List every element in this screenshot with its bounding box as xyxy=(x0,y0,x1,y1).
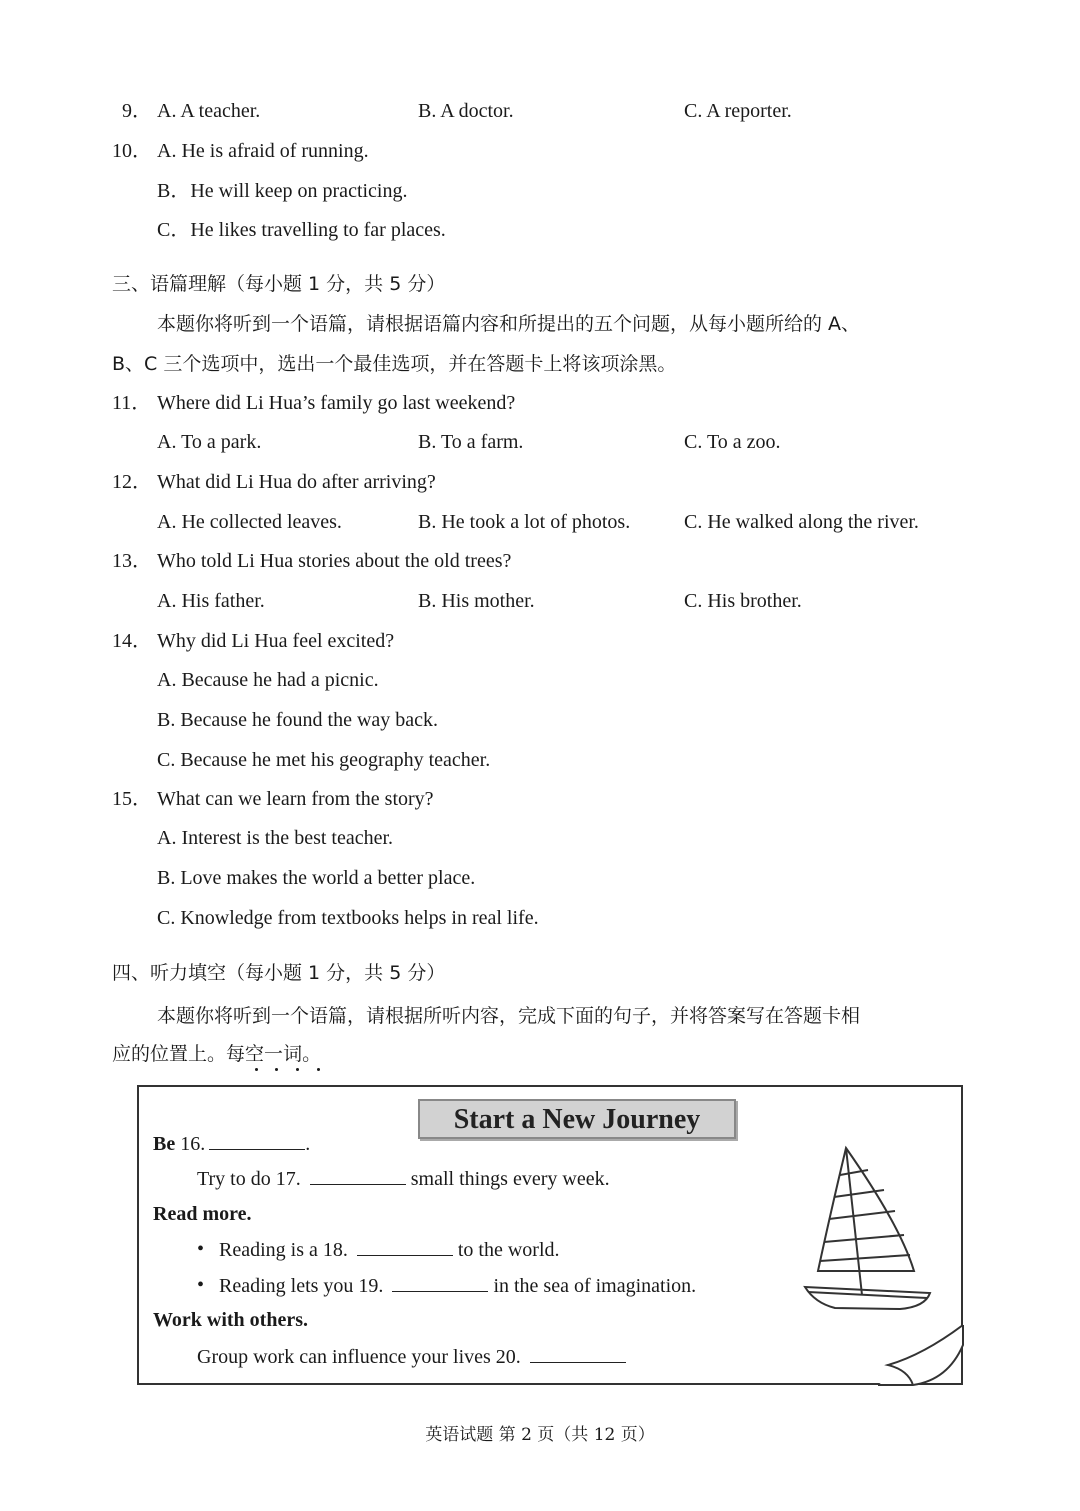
blank-16 xyxy=(209,1131,305,1150)
q10-option-a: A. He is afraid of running. xyxy=(157,140,369,162)
q14-number: 14． xyxy=(112,630,152,652)
q10-number: 10． xyxy=(112,140,152,162)
be-label: Be xyxy=(153,1133,176,1155)
q15-number: 15． xyxy=(112,788,152,810)
q11-number: 11． xyxy=(112,392,152,414)
bullet-icon: • xyxy=(197,1274,205,1296)
section4-instruction-2 xyxy=(112,1042,321,1066)
q15-question: What can we learn from the story? xyxy=(157,788,434,810)
line-19 xyxy=(219,1273,696,1298)
q11-option-a: A. To a park. xyxy=(157,431,262,453)
line-19-text: Reading lets you 19. xyxy=(219,1275,384,1297)
line-17 xyxy=(197,1166,610,1191)
q10-option-c: C．He likes travelling to far places. xyxy=(157,219,446,241)
instruction-suffix: 。 xyxy=(302,1043,322,1065)
q12-option-b: B. He took a lot of photos. xyxy=(418,511,631,533)
section3-title: 三、语篇理解（每小题 1 分，共 5 分） xyxy=(112,273,446,295)
blank-19 xyxy=(392,1273,488,1292)
q14-option-b: B. Because he found the way back. xyxy=(157,709,439,731)
work-heading: Work with others. xyxy=(153,1309,308,1331)
q12-number: 12． xyxy=(112,471,152,493)
line-20-text: Group work can influence your lives 20. xyxy=(197,1346,521,1368)
blank-17 xyxy=(310,1166,406,1185)
line-17-end: small things every week. xyxy=(410,1168,610,1190)
emphasis-dot xyxy=(317,1068,320,1071)
period: . xyxy=(305,1133,311,1155)
emphasis-char: 每 xyxy=(226,1043,246,1065)
q13-option-a: A. His father. xyxy=(157,590,265,612)
q13-option-c: C. His brother. xyxy=(684,590,802,612)
q9-option-b: B. A doctor. xyxy=(418,100,514,122)
blank-18 xyxy=(357,1237,453,1256)
blank-16-number: 16. xyxy=(180,1133,206,1155)
emphasis-dot xyxy=(296,1068,299,1071)
instruction-prefix: 应的位置上。 xyxy=(112,1043,227,1065)
section4-instruction-1: 本题你将听到一个语篇，请根据所听内容，完成下面的句子，并将答案写在答题卡相 xyxy=(157,1005,861,1027)
page-footer: 英语试题 第 2 页（共 12 页） xyxy=(425,1425,655,1445)
emphasis-dot xyxy=(275,1068,278,1071)
q11-option-b: B. To a farm. xyxy=(418,431,524,453)
page-curl-icon xyxy=(878,1325,968,1390)
emphasis-char: 词 xyxy=(283,1043,303,1065)
read-more-heading: Read more. xyxy=(153,1203,252,1225)
q15-option-a: A. Interest is the best teacher. xyxy=(157,827,394,849)
q14-question: Why did Li Hua feel excited? xyxy=(157,630,395,652)
q14-option-a: A. Because he had a picnic. xyxy=(157,669,379,691)
section3-instruction-1: 本题你将听到一个语篇，请根据语篇内容和所提出的五个问题，从每小题所给的 A、 xyxy=(157,313,861,335)
q13-option-b: B. His mother. xyxy=(418,590,535,612)
line-18-end: to the world. xyxy=(457,1239,560,1261)
line-16 xyxy=(153,1131,310,1156)
q11-question: Where did Li Hua’s family go last weekend? xyxy=(157,392,516,414)
q15-option-c: C. Knowledge from textbooks helps in real life. xyxy=(157,907,539,929)
bullet-icon: • xyxy=(197,1238,205,1260)
q12-question: What did Li Hua do after arriving? xyxy=(157,471,436,493)
q12-option-c: C. He walked along the river. xyxy=(684,511,919,533)
q9-option-a: A. A teacher. xyxy=(157,100,261,122)
q11-option-c: C. To a zoo. xyxy=(684,431,781,453)
section3-instruction-2: B、C 三个选项中，选出一个最佳选项，并在答题卡上将该项涂黑。 xyxy=(112,353,677,375)
sailboat-icon xyxy=(800,1145,940,1320)
emphasis-char: 一 xyxy=(264,1043,284,1065)
line-17-text: Try to do 17. xyxy=(197,1168,301,1190)
emphasis-char: 空 xyxy=(245,1043,265,1065)
q10-option-b: B．He will keep on practicing. xyxy=(157,180,408,202)
q15-option-b: B. Love makes the world a better place. xyxy=(157,867,476,889)
q13-question: Who told Li Hua stories about the old trees? xyxy=(157,550,512,572)
line-18 xyxy=(219,1237,560,1262)
blank-20 xyxy=(530,1344,626,1363)
section4-title: 四、听力填空（每小题 1 分，共 5 分） xyxy=(112,962,446,984)
q14-option-c: C. Because he met his geography teacher. xyxy=(157,749,491,771)
q12-option-a: A. He collected leaves. xyxy=(157,511,342,533)
line-18-text: Reading is a 18. xyxy=(219,1239,348,1261)
q13-number: 13． xyxy=(112,550,152,572)
emphasis-dot xyxy=(255,1068,258,1071)
q9-option-c: C. A reporter. xyxy=(684,100,792,122)
line-19-end: in the sea of imagination. xyxy=(493,1275,697,1297)
line-20 xyxy=(197,1344,626,1369)
box-title: Start a New Journey xyxy=(418,1099,736,1139)
q9-number: 9． xyxy=(122,100,152,122)
